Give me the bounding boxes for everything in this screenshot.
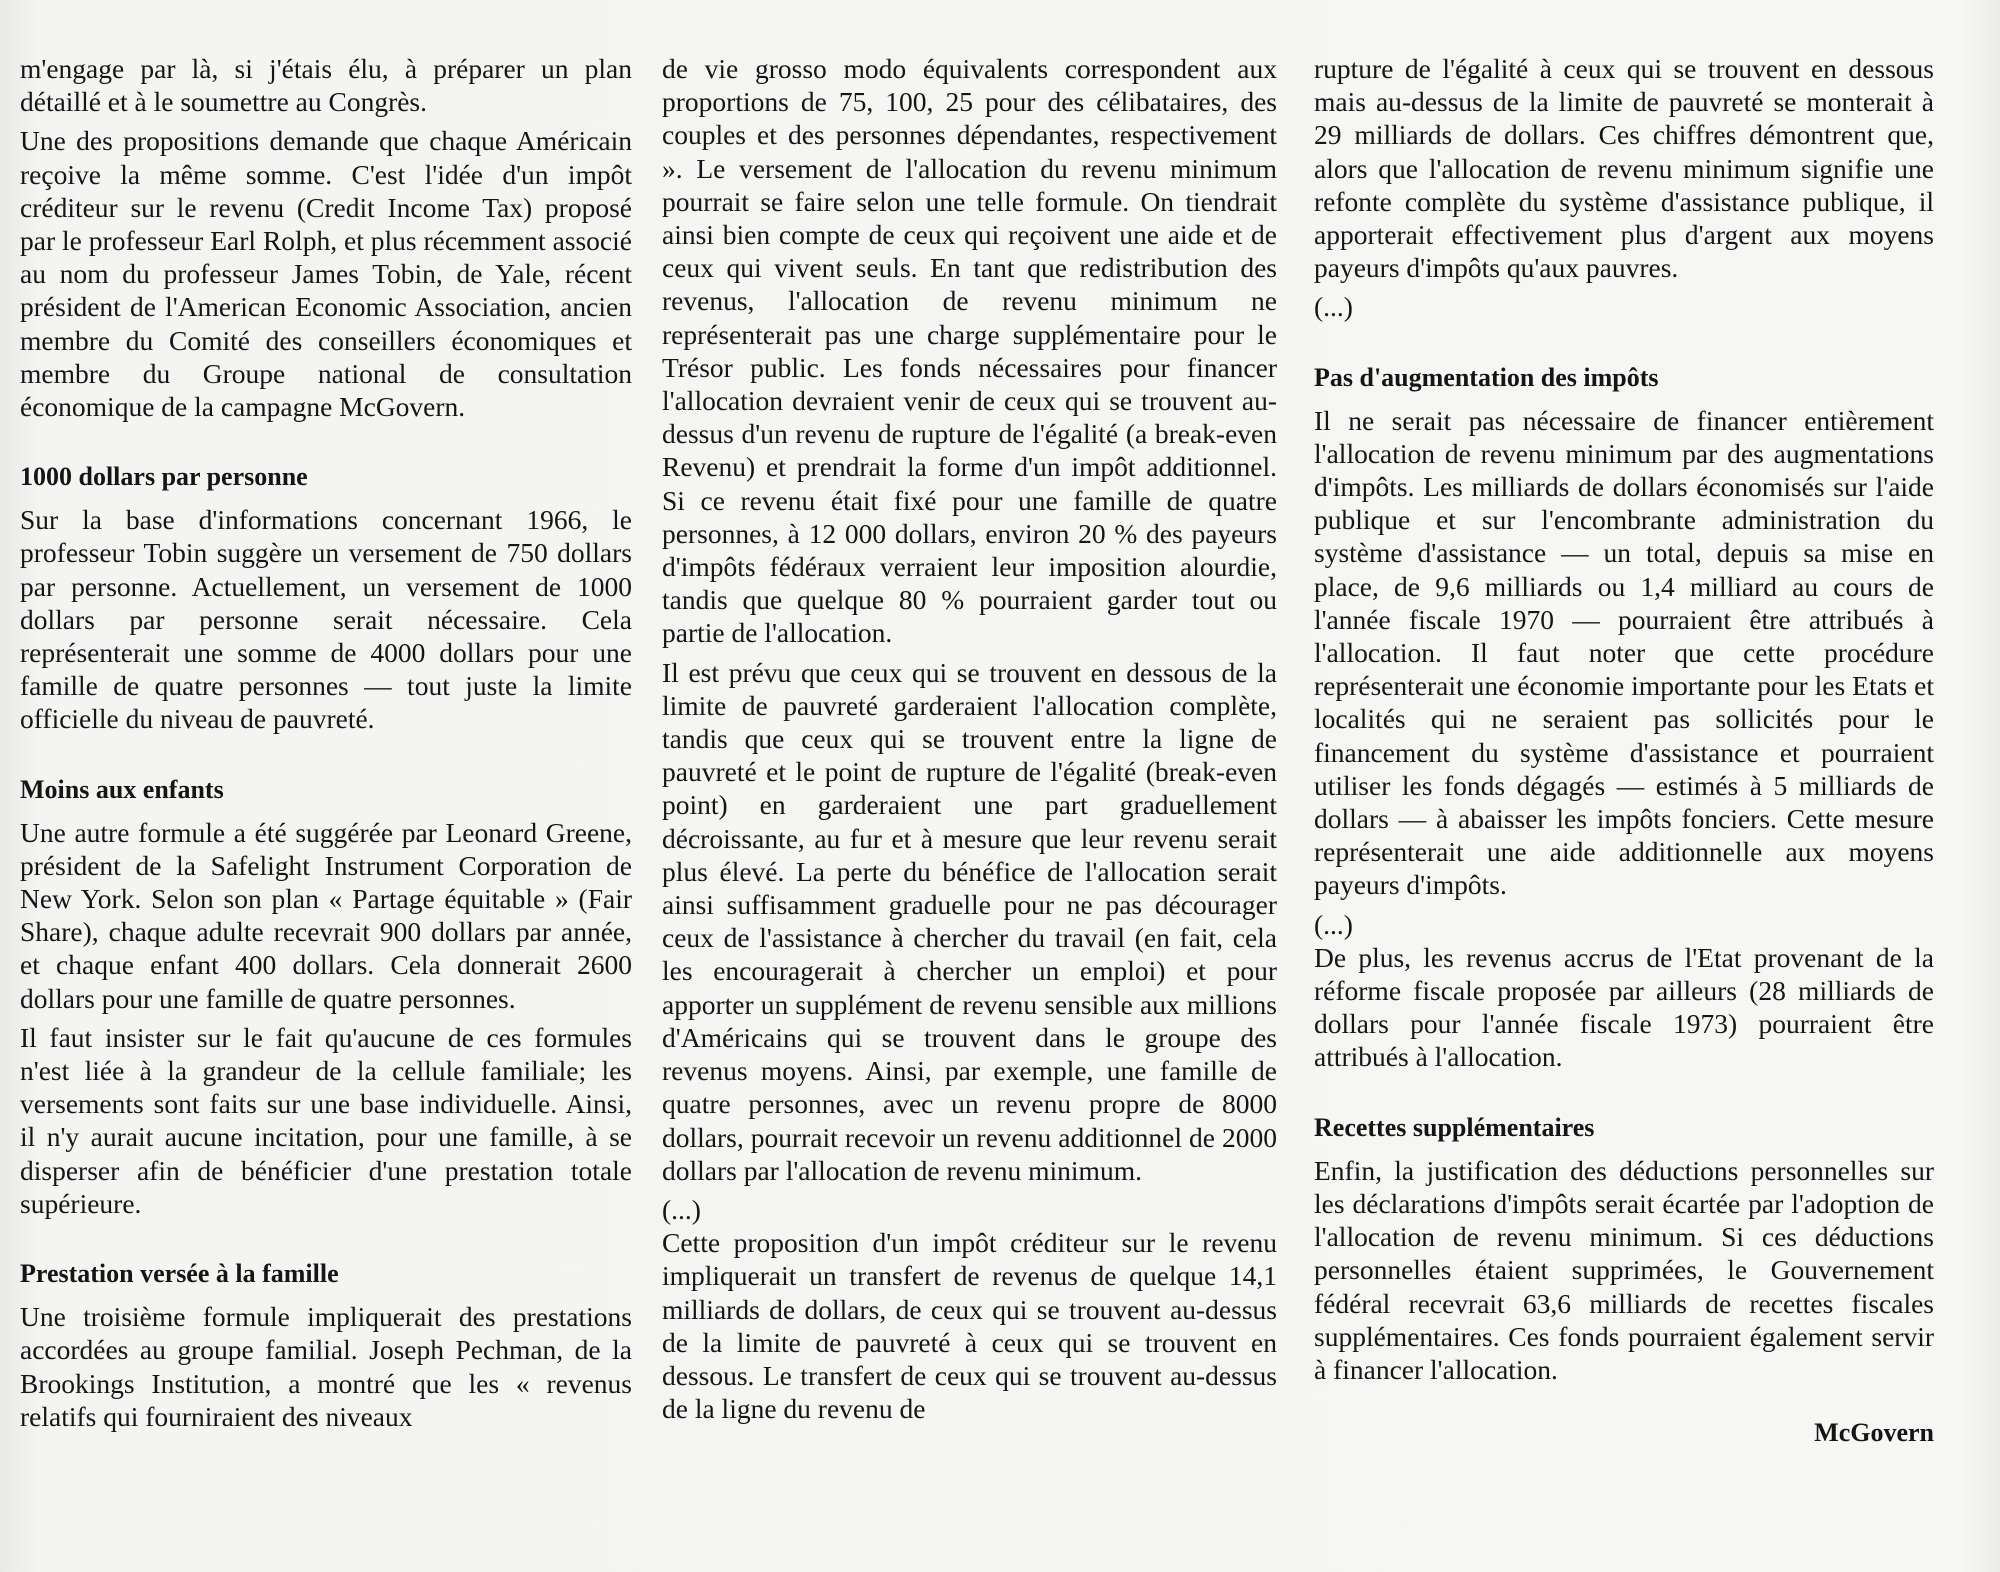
- paragraph: Une autre formule a été suggérée par Leonard Greene, président de la Safelight Instrument Corporation de New York. Selon son plan « Partage équitable » (Fair Share), chaque adulte recevrait 900 dollars par année, et chaque enfant 400 dollars. Cela donnerait 2600 dollars pour une famille de quatre personnes.: [20, 816, 632, 1014]
- ellipsis: (...): [1314, 908, 1353, 940]
- column-1: [20, 52, 632, 1439]
- paragraph: de vie grosso modo équivalents correspondent aux proportions de 75, 100, 25 pour des célibataires, des couples et des personnes dépendantes, respectivement ». Le versement de l'allocation du revenu minimum pourrait se faire selon une telle formule. On tiendrait ainsi bien compte de ceux qui reçoivent une aide et de ceux qui vivent seuls. En tant que redistribution des revenus, l'allocation de revenu minimum ne représenterait pas une charge supplémentaire pour le Trésor public. Les fonds nécessaires pour financer l'allocation devraient venir de ceux qui se trouvent au-dessus d'un revenu de rupture de l'égalité (a break-even Revenu) et prendrait la forme d'un impôt additionnel. Si ce revenu était fixé pour une famille de quatre personnes, à 12 000 dollars, environ 20 % des payeurs d'impôts fédéraux verraient leur imposition alourdie, tandis que quelque 80 % pourraient garder tout ou partie de l'allocation.: [662, 53, 1277, 649]
- paragraph: Sur la base d'informations concernant 1966, le professeur Tobin suggère un versement de 750 dollars par personne. Actuellement, un versement de 1000 dollars par personne serait nécessaire. Cela représenterait une somme de 4000 dollars pour une famille de quatre personnes — tout juste la limite officielle du niveau de pauvreté.: [20, 504, 632, 735]
- section-heading: Prestation versée à la famille: [20, 1259, 339, 1289]
- ellipsis: (...): [1314, 291, 1353, 323]
- section-heading: Pas d'augmentation des impôts: [1314, 362, 1659, 392]
- paragraph: Cette proposition d'un impôt créditeur sur le revenu impliquerait un transfert de revenus de quelque 14,1 milliards de dollars, de ceux qui se trouvent au-dessus de la limite de pauvreté à ceux qui se trouvent en dessous. Le transfert de ceux qui se trouvent au-dessus de la ligne du revenu de: [662, 1227, 1277, 1425]
- paragraph: De plus, les revenus accrus de l'Etat provenant de la réforme fiscale proposée par ailleurs (28 milliards de dollars pour l'année fiscale 1973) pourraient être attribués à l'allocation.: [1314, 941, 1934, 1073]
- paragraph: Il faut insister sur le fait qu'aucune de ces formules n'est liée à la grandeur de la cellule familiale; les versements sont faits sur une base individuelle. Ainsi, il n'y aurait aucune incitation, pour une famille, à se disperser afin de bénéficier d'une prestation totale supérieure.: [20, 1021, 632, 1219]
- paragraph: Il est prévu que ceux qui se trouvent en dessous de la limite de pauvreté garderaient l'allocation complète, tandis que ceux qui se trouvent entre la ligne de pauvreté et le point de rupture de l'égalité (break-even point) en garderaient une part graduellement décroissante, au fur et à mesure que leur revenu serait plus élevé. La perte du bénéfice de l'allocation serait ainsi suffisamment graduelle pour ne pas décourager ceux de l'assistance à chercher du travail (en fait, cela les encouragerait à chercher un emploi) et pour apporter un supplément de revenu sensible aux millions d'Américains qui se trouvent dans le groupe des revenus moyens. Ainsi, par exemple, une famille de quatre personnes, avec un revenu propre de 8000 dollars, pourrait recevoir un revenu additionnel de 2000 dollars par l'allocation de revenu minimum.: [662, 656, 1277, 1186]
- author-signature: McGovern: [1814, 1418, 1934, 1448]
- paragraph: Une troisième formule impliquerait des prestations accordées au groupe familial. Joseph Pechman, de la Brookings Institution, a montré que les « revenus relatifs qui fourniraient des niveaux: [20, 1301, 632, 1432]
- ellipsis: (...): [662, 1193, 701, 1225]
- column-3: [1314, 52, 1934, 1449]
- column-2: [662, 52, 1277, 1431]
- paragraph: Une des propositions demande que chaque Américain reçoive la même somme. C'est l'idée d'un impôt créditeur sur le revenu (Credit Income Tax) proposé par le professeur Earl Rolph, et plus récemment associé au nom du professeur James Tobin, de Yale, récent président de l'American Economic Association, ancien membre du Comité des conseillers économiques et membre du Groupe national de consultation économique de la campagne McGovern.: [20, 125, 632, 423]
- paragraph: rupture de l'égalité à ceux qui se trouvent en dessous mais au-dessus de la limite de pauvreté se monterait à 29 milliards de dollars. Ces chiffres démontrent que, alors que l'allocation de revenu minimum signifie une refonte complète du système d'assistance publique, il apporterait effectivement plus d'argent aux moyens payeurs d'impôts qu'aux pauvres.: [1314, 53, 1934, 284]
- paragraph: m'engage par là, si j'étais élu, à préparer un plan détaillé et à le soumettre au Congrès.: [20, 53, 632, 118]
- paragraph: Enfin, la justification des déductions personnelles sur les déclarations d'impôts serait écartée par l'adoption de l'allocation de revenu minimum. Si ces déductions personnelles étaient supprimées, le Gouvernement fédéral recevrait 63,6 milliards de recettes fiscales supplémentaires. Ces fonds pourraient également servir à financer l'allocation.: [1314, 1154, 1934, 1385]
- section-heading: Moins aux enfants: [20, 774, 224, 804]
- paragraph: Il ne serait pas nécessaire de financer entièrement l'allocation de revenu minimum par des augmentations d'impôts. Les milliards de dollars économisés sur l'aide publique et sur l'encombrante administration du système d'assistance — un total, depuis sa mise en place, de 9,6 milliards ou 1,4 milliard au cours de l'année fiscale 1970 — pourraient être attribués à l'allocation. Il faut noter que cette procédure représenterait une économie importante pour les Etats et localités qui ne seraient pas sollicités pour le financement du système d'assistance et pourraient utiliser les fonds dégagés — estimés à 5 milliards de dollars — à abaisser les impôts fonciers. Cette mesure représenterait une aide additionnelle aux moyens payeurs d'impôts.: [1314, 404, 1934, 901]
- section-heading: Recettes supplémentaires: [1314, 1112, 1595, 1142]
- section-heading: 1000 dollars par personne: [20, 462, 308, 492]
